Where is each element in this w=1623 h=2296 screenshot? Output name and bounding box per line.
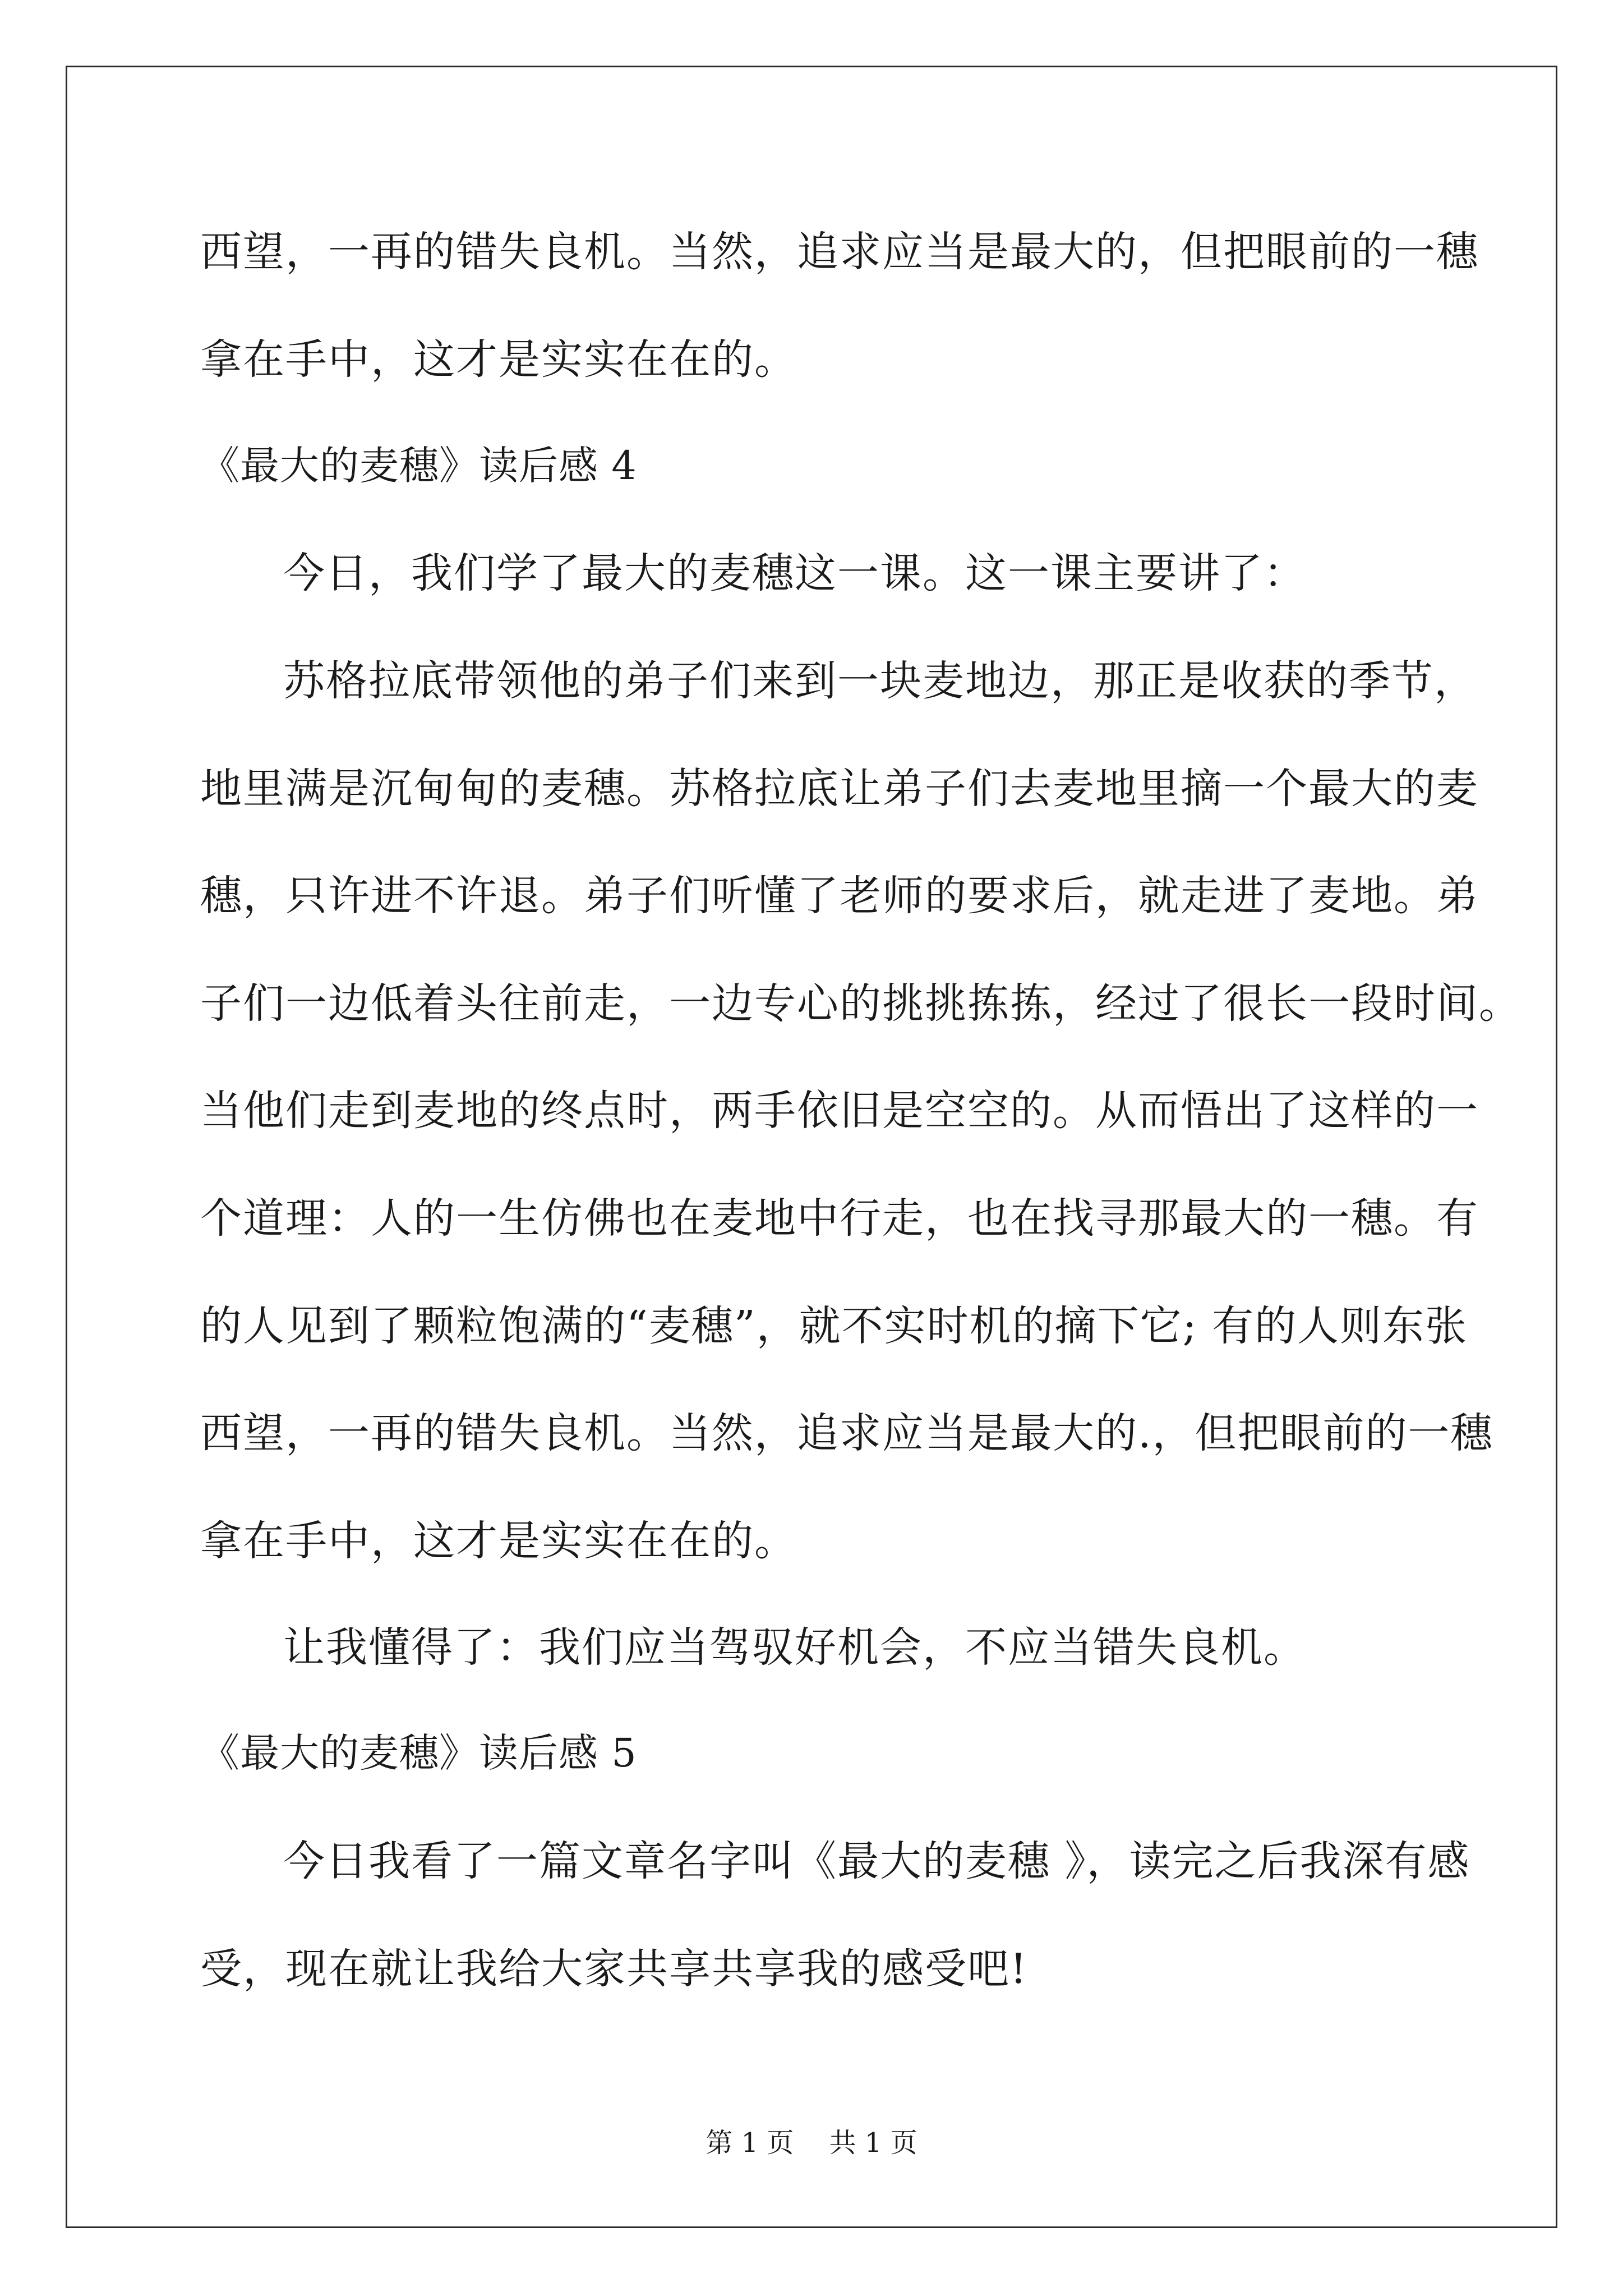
text-line: 受，现在就让我给大家共享共享我的感受吧! <box>200 1945 1028 1993</box>
text-line: 拿在手中，这才是实实在在的。 <box>200 335 797 384</box>
paragraph-start: 苏格拉底带领他的弟子们来到一块麦地边，那正是收获的季节， <box>283 657 1477 705</box>
text-line: 地里满是沉甸甸的麦穗。苏格拉底让弟子们去麦地里摘一个最大的麦 <box>200 765 1479 813</box>
text-line: 个道理：人的一生仿佛也在麦地中行走，也在找寻那最大的一穗。有 <box>200 1194 1479 1243</box>
section-heading-4: 《最大的麦穗》读后感 4 <box>200 443 637 489</box>
page-border <box>66 66 1557 2228</box>
section-heading-5: 《最大的麦穗》读后感 5 <box>200 1730 637 1776</box>
page-footer: 第 1 页 共 1 页 <box>706 2127 917 2159</box>
text-line: 西望，一再的错失良机。当然，追求应当是最大的.，但把眼前的一穗 <box>200 1409 1493 1457</box>
text-line: 子们一边低着头往前走，一边专心的挑挑拣拣，经过了很长一段时间。 <box>200 979 1521 1028</box>
paragraph-start: 今日我看了一篇文章名字叫《最大的麦穗 》，读完之后我深有感 <box>283 1837 1470 1885</box>
text-line: 穗，只许进不许退。弟子们听懂了老师的要求后，就走进了麦地。弟 <box>200 872 1479 920</box>
text-line: 当他们走到麦地的终点时，两手依旧是空空的。从而悟出了这样的一 <box>200 1087 1479 1135</box>
paragraph-start: 让我懂得了：我们应当驾驭好机会，不应当错失良机。 <box>283 1623 1306 1672</box>
paragraph-start: 今日，我们学了最大的麦穗这一课。这一课主要讲了： <box>283 549 1306 597</box>
text-line: 西望，一再的错失良机。当然，追求应当是最大的，但把眼前的一穗 <box>200 228 1479 276</box>
text-line: 的人见到了颗粒饱满的“麦穗”，就不实时机的摘下它; 有的人则东张 <box>200 1302 1468 1350</box>
text-line: 拿在手中，这才是实实在在的。 <box>200 1517 797 1565</box>
